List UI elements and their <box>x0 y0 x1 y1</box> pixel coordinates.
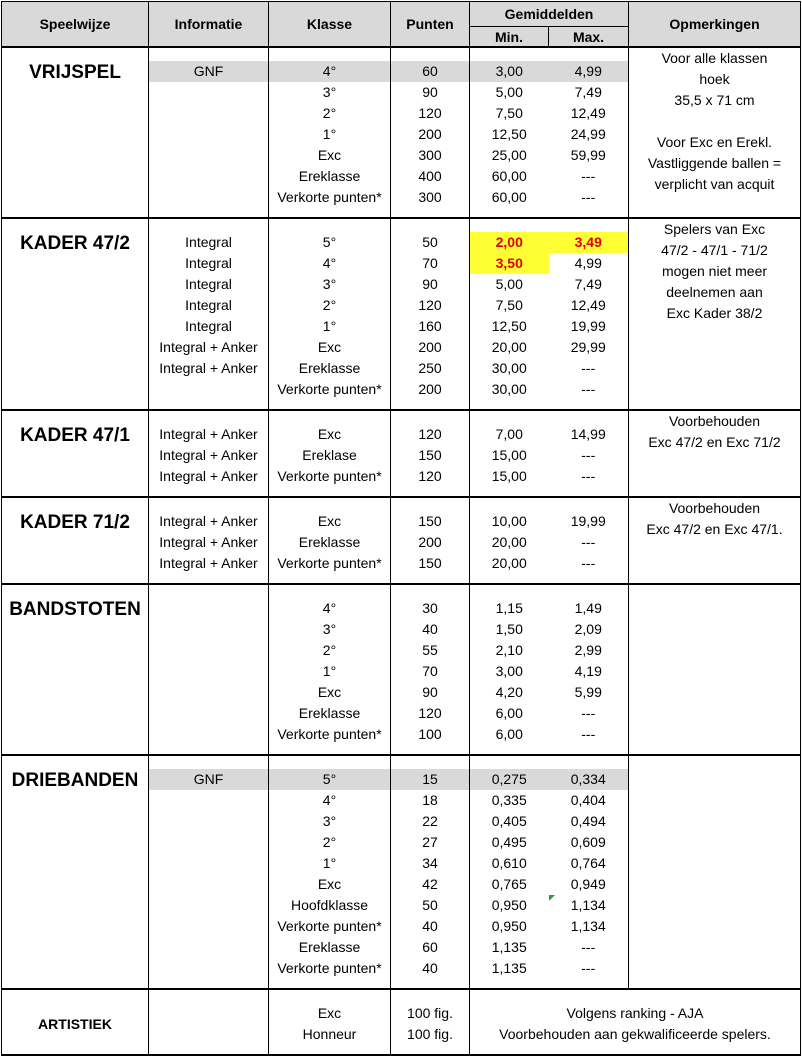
max-cell: 7,49 <box>549 274 629 295</box>
punten-cell: 150 <box>391 511 470 532</box>
header-klasse: Klasse <box>269 2 391 48</box>
min-cell: 20,00 <box>470 532 549 553</box>
header-informatie: Informatie <box>149 2 269 48</box>
min-cell: 12,50 <box>470 316 549 337</box>
informatie-cell <box>149 103 269 124</box>
punten-cell: 200 <box>391 124 470 145</box>
min-cell: 0,950 <box>470 916 549 937</box>
remark-line: Voorbehouden <box>668 500 761 516</box>
min-cell: 20,00 <box>470 553 549 574</box>
klasse-cell: Exc <box>269 424 391 445</box>
min-cell: 1,15 <box>470 598 549 619</box>
punten-cell: 300 <box>391 187 470 208</box>
max-cell: 0,949 <box>549 874 629 895</box>
punten-cell: 34 <box>391 853 470 874</box>
klasse-cell: Ereklasse <box>269 937 391 958</box>
klasse-cell: Exc <box>269 145 391 166</box>
klasse-cell: 2° <box>269 295 391 316</box>
speelwijze-table <box>1 1 801 1056</box>
klasse-cell: Verkorte punten* <box>269 466 391 487</box>
min-cell: 30,00 <box>470 379 549 400</box>
min-cell: 3,00 <box>470 661 549 682</box>
punten-cell: 15 <box>391 769 470 790</box>
klasse-cell: 2° <box>269 103 391 124</box>
punten-cell: 27 <box>391 832 470 853</box>
punten-cell: 18 <box>391 790 470 811</box>
informatie-cell <box>149 166 269 187</box>
punten-cell: 100 <box>391 724 470 745</box>
header-punten: Punten <box>391 2 470 48</box>
informatie-cell: Integral <box>149 232 269 253</box>
min-cell: 0,765 <box>470 874 549 895</box>
punten-cell: 70 <box>391 661 470 682</box>
informatie-cell <box>149 640 269 661</box>
punten-cell: 50 <box>391 232 470 253</box>
remark-line: deelnemen aan <box>666 284 763 300</box>
header-speelwijze: Speelwijze <box>2 2 149 48</box>
remark-line: Voorbehouden aan gekwalificeerde spelers. <box>499 1026 771 1042</box>
klasse-cell: Ereklasse <box>269 166 391 187</box>
klasse-cell: Verkorte punten* <box>269 916 391 937</box>
min-cell: 30,00 <box>470 358 549 379</box>
punten-cell: 90 <box>391 82 470 103</box>
klasse-cell: Verkorte punten* <box>269 379 391 400</box>
klasse-cell: 1° <box>269 853 391 874</box>
informatie-cell <box>149 958 269 979</box>
speelwijze-label: VRIJSPEL <box>2 47 149 218</box>
remark-line: Exc 47/2 en Exc 71/2 <box>648 434 781 450</box>
max-cell: 4,99 <box>549 253 629 274</box>
punten-cell: 400 <box>391 166 470 187</box>
remark-line: Volgens ranking - AJA <box>566 1005 704 1021</box>
punten-cell: 120 <box>391 103 470 124</box>
min-cell: 1,135 <box>470 958 549 979</box>
max-cell: 7,49 <box>549 82 629 103</box>
header-min: Min. <box>470 27 549 48</box>
max-cell: --- <box>549 379 629 400</box>
informatie-cell <box>149 916 269 937</box>
min-cell: 3,50 <box>470 253 549 274</box>
group-0 <box>2 47 801 218</box>
max-cell: --- <box>549 466 629 487</box>
header-opmerkingen: Opmerkingen <box>629 2 801 48</box>
min-cell: 1,50 <box>470 619 549 640</box>
max-cell: 12,49 <box>549 103 629 124</box>
punten-cell: 30 <box>391 598 470 619</box>
punten-cell: 70 <box>391 253 470 274</box>
max-cell: 2,09 <box>549 619 629 640</box>
min-cell: 15,00 <box>470 445 549 466</box>
punten-cell: 250 <box>391 358 470 379</box>
min-cell: 6,00 <box>470 724 549 745</box>
informatie-cell <box>149 124 269 145</box>
informatie-cell <box>149 598 269 619</box>
max-cell: 24,99 <box>549 124 629 145</box>
informatie-cell <box>149 895 269 916</box>
min-cell: 0,405 <box>470 811 549 832</box>
min-cell: 5,00 <box>470 82 549 103</box>
min-cell: 0,275 <box>470 769 549 790</box>
max-cell: --- <box>549 937 629 958</box>
klasse-cell: 1° <box>269 316 391 337</box>
speelwijze-label: DRIEBANDEN <box>2 755 149 989</box>
max-cell: --- <box>549 166 629 187</box>
speelwijze-label: BANDSTOTEN <box>2 584 149 755</box>
remark-line: 35,5 x 71 cm <box>674 92 755 108</box>
opmerkingen-cell <box>629 755 801 989</box>
informatie-cell <box>149 874 269 895</box>
klasse-cell: 5° <box>269 769 391 790</box>
informatie-cell: Integral <box>149 316 269 337</box>
max-cell: --- <box>549 724 629 745</box>
remark-line: Voor Exc en Erekl. <box>656 134 773 150</box>
klasse-cell: Verkorte punten* <box>269 553 391 574</box>
group-1 <box>2 218 801 410</box>
klasse-cell: 5° <box>269 232 391 253</box>
max-cell: 19,99 <box>549 316 629 337</box>
informatie-cell <box>149 619 269 640</box>
max-cell: --- <box>549 958 629 979</box>
punten-cell: 50 <box>391 895 470 916</box>
min-cell: 0,610 <box>470 853 549 874</box>
max-cell: 4,19 <box>549 661 629 682</box>
speelwijze-label: KADER 71/2 <box>2 497 149 584</box>
header-max: Max. <box>549 27 629 48</box>
punten-cell: 150 <box>391 553 470 574</box>
min-cell: 60,00 <box>470 187 549 208</box>
remark-line <box>629 111 800 132</box>
group-4 <box>2 584 801 755</box>
informatie-cell <box>149 811 269 832</box>
informatie-cell <box>149 661 269 682</box>
min-cell: 7,50 <box>470 295 549 316</box>
klasse-cell: Exc <box>269 682 391 703</box>
klasse-cell: Verkorte punten* <box>269 958 391 979</box>
max-cell: 1,49 <box>549 598 629 619</box>
min-cell: 1,135 <box>470 937 549 958</box>
max-cell: 5,99 <box>549 682 629 703</box>
informatie-cell: Integral + Anker <box>149 511 269 532</box>
remark-line: Vastliggende ballen = <box>647 155 782 171</box>
klasse-cell: Ereklasse <box>269 703 391 724</box>
klasse-cell: 3° <box>269 811 391 832</box>
punten-cell: 40 <box>391 619 470 640</box>
klasse-cell: Exc <box>269 337 391 358</box>
punten-cell: 60 <box>391 937 470 958</box>
max-cell: 1,134 <box>549 895 629 916</box>
comment-indicator-icon <box>549 895 555 901</box>
max-cell: 0,334 <box>549 769 629 790</box>
max-cell: 0,404 <box>549 790 629 811</box>
informatie-cell: Integral + Anker <box>149 553 269 574</box>
min-cell: 60,00 <box>470 166 549 187</box>
max-cell: 0,609 <box>549 832 629 853</box>
punten-cell: 22 <box>391 811 470 832</box>
klasse-cell: 3° <box>269 619 391 640</box>
remark-line: hoek <box>699 71 730 87</box>
min-cell: 15,00 <box>470 466 549 487</box>
klasse-cell: Exc <box>269 511 391 532</box>
punten-cell: 300 <box>391 145 470 166</box>
informatie-cell: Integral <box>149 295 269 316</box>
min-cell: 0,950 <box>470 895 549 916</box>
klasse-cell: Honneur <box>269 1024 391 1045</box>
klasse-cell: 2° <box>269 640 391 661</box>
speelwijze-label: KADER 47/1 <box>2 410 149 497</box>
informatie-cell <box>149 790 269 811</box>
group-2 <box>2 410 801 497</box>
informatie-cell <box>149 832 269 853</box>
remark-line: 47/2 - 47/1 - 71/2 <box>661 242 768 258</box>
klasse-cell: Verkorte punten* <box>269 724 391 745</box>
min-cell: 5,00 <box>470 274 549 295</box>
max-cell: 0,494 <box>549 811 629 832</box>
max-cell: --- <box>549 445 629 466</box>
informatie-cell: GNF <box>149 61 269 82</box>
header-gemiddelden: Gemiddelden <box>470 2 629 27</box>
speelwijze-label: KADER 47/2 <box>2 218 149 410</box>
group-5 <box>2 755 801 989</box>
punten-cell: 120 <box>391 424 470 445</box>
informatie-cell <box>149 703 269 724</box>
max-cell: 3,49 <box>549 232 629 253</box>
informatie-cell: Integral + Anker <box>149 466 269 487</box>
klasse-cell: Hoofdklasse <box>269 895 391 916</box>
punten-cell: 120 <box>391 466 470 487</box>
punten-cell: 200 <box>391 379 470 400</box>
opmerkingen-cell <box>629 218 801 410</box>
opmerkingen-cell <box>629 584 801 755</box>
opmerkingen-cell <box>470 989 801 1055</box>
klasse-cell: 4° <box>269 61 391 82</box>
opmerkingen-cell <box>629 410 801 497</box>
punten-cell: 90 <box>391 274 470 295</box>
max-cell: --- <box>549 187 629 208</box>
klasse-cell: 4° <box>269 253 391 274</box>
punten-cell: 40 <box>391 958 470 979</box>
punten-cell: 150 <box>391 445 470 466</box>
informatie-cell <box>149 187 269 208</box>
punten-cell: 160 <box>391 316 470 337</box>
min-cell: 20,00 <box>470 337 549 358</box>
klasse-cell: Ereklasse <box>269 358 391 379</box>
punten-cell: 120 <box>391 703 470 724</box>
klasse-cell: 3° <box>269 274 391 295</box>
remark-line: verplicht van acquit <box>654 176 775 192</box>
informatie-cell: Integral <box>149 274 269 295</box>
min-cell: 2,00 <box>470 232 549 253</box>
informatie-cell: Integral + Anker <box>149 532 269 553</box>
informatie-cell: Integral + Anker <box>149 337 269 358</box>
min-cell: 10,00 <box>470 511 549 532</box>
informatie-cell: Integral + Anker <box>149 424 269 445</box>
punten-cell: 200 <box>391 532 470 553</box>
klasse-cell: Exc <box>269 874 391 895</box>
max-cell: 2,99 <box>549 640 629 661</box>
min-cell: 2,10 <box>470 640 549 661</box>
max-cell: 12,49 <box>549 295 629 316</box>
punten-cell: 42 <box>391 874 470 895</box>
remark-line: mogen niet meer <box>661 263 768 279</box>
informatie-cell <box>149 82 269 103</box>
informatie-cell: GNF <box>149 769 269 790</box>
informatie-cell <box>149 724 269 745</box>
punten-cell: 55 <box>391 640 470 661</box>
informatie-cell: Integral + Anker <box>149 358 269 379</box>
speelwijze-label: ARTISTIEK <box>2 989 149 1055</box>
min-cell: 6,00 <box>470 703 549 724</box>
min-cell: 3,00 <box>470 61 549 82</box>
informatie-cell <box>149 682 269 703</box>
remark-line: Voor alle klassen <box>661 50 768 66</box>
klasse-cell: Verkorte punten* <box>269 187 391 208</box>
remark-line: Voorbehouden <box>668 413 761 429</box>
klasse-cell: 4° <box>269 790 391 811</box>
opmerkingen-cell <box>629 47 801 218</box>
klasse-cell: 2° <box>269 832 391 853</box>
max-cell: 59,99 <box>549 145 629 166</box>
klasse-cell: Ereklasse <box>269 532 391 553</box>
informatie-cell <box>149 853 269 874</box>
klasse-cell: 3° <box>269 82 391 103</box>
punten-cell: 120 <box>391 295 470 316</box>
informatie-cell <box>149 937 269 958</box>
max-cell: --- <box>549 358 629 379</box>
klasse-cell: Ereklase <box>269 445 391 466</box>
group-3 <box>2 497 801 584</box>
max-cell: --- <box>549 553 629 574</box>
klasse-cell: 1° <box>269 661 391 682</box>
remark-line: Exc 47/2 en Exc 47/1. <box>646 521 783 537</box>
opmerkingen-cell <box>629 497 801 584</box>
min-cell: 25,00 <box>470 145 549 166</box>
max-cell: 19,99 <box>549 511 629 532</box>
max-cell: --- <box>549 703 629 724</box>
punten-cell: 90 <box>391 682 470 703</box>
min-cell: 12,50 <box>470 124 549 145</box>
informatie-cell <box>149 379 269 400</box>
klasse-cell: 1° <box>269 124 391 145</box>
max-cell: 4,99 <box>549 61 629 82</box>
punten-cell: 100 fig. <box>391 1003 470 1024</box>
informatie-cell <box>149 145 269 166</box>
klasse-cell: 4° <box>269 598 391 619</box>
max-cell: --- <box>549 532 629 553</box>
remark-line: Spelers van Exc <box>663 221 766 237</box>
informatie-cell: Integral <box>149 253 269 274</box>
informatie-cell: Integral + Anker <box>149 445 269 466</box>
group-artistiek <box>2 989 801 1055</box>
remark-line: Exc Kader 38/2 <box>666 305 763 321</box>
min-cell: 0,495 <box>470 832 549 853</box>
max-cell: 0,764 <box>549 853 629 874</box>
max-cell: 1,134 <box>549 916 629 937</box>
min-cell: 7,50 <box>470 103 549 124</box>
klasse-cell: Exc <box>269 1003 391 1024</box>
min-cell: 7,00 <box>470 424 549 445</box>
min-cell: 0,335 <box>470 790 549 811</box>
punten-cell: 60 <box>391 61 470 82</box>
punten-cell: 200 <box>391 337 470 358</box>
punten-cell: 40 <box>391 916 470 937</box>
table-header <box>2 2 801 48</box>
max-cell: 29,99 <box>549 337 629 358</box>
punten-cell: 100 fig. <box>391 1024 470 1045</box>
max-cell: 14,99 <box>549 424 629 445</box>
min-cell: 4,20 <box>470 682 549 703</box>
